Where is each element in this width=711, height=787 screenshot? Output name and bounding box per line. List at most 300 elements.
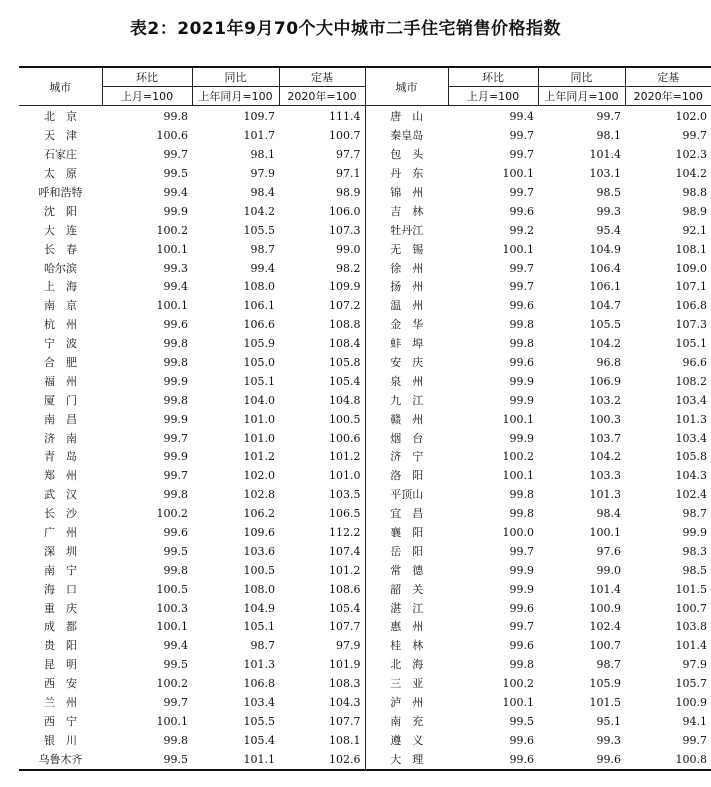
mom-cell: 99.7	[163, 469, 188, 483]
city-cell: 吉 林	[365, 202, 448, 221]
city-cell: 海 口	[44, 582, 77, 596]
base-cell: 98.3	[682, 544, 707, 558]
city-cell: 兰 州	[44, 696, 77, 710]
base-cell: 105.8	[675, 450, 707, 464]
city-cell: 长 春	[44, 242, 77, 256]
base-cell: 105.1	[675, 337, 707, 351]
mom-cell: 99.8	[509, 337, 534, 351]
mom-cell: 100.2	[156, 507, 188, 521]
column-subheader-mom: 上月=100	[448, 87, 538, 106]
mom-cell: 99.6	[509, 299, 534, 313]
table-row	[19, 524, 711, 543]
mom-cell: 100.1	[502, 167, 534, 181]
city-cell: 九 江	[365, 391, 448, 410]
table-row	[19, 372, 711, 391]
city-cell: 襄 阳	[365, 524, 448, 543]
table-row	[19, 731, 711, 750]
mom-cell: 99.9	[163, 204, 188, 218]
mom-cell: 99.5	[509, 714, 534, 728]
base-cell: 100.7	[675, 601, 707, 615]
yoy-cell: 105.9	[243, 337, 275, 351]
table-row	[19, 391, 711, 410]
city-cell: 成 都	[44, 620, 77, 634]
table-row	[19, 637, 711, 656]
city-cell: 广 州	[44, 526, 77, 540]
yoy-cell: 108.0	[243, 280, 275, 294]
yoy-cell: 97.6	[596, 544, 621, 558]
yoy-cell: 108.0	[243, 582, 275, 596]
city-cell: 济 宁	[365, 448, 448, 467]
base-cell: 109.9	[329, 280, 361, 294]
mom-cell: 99.8	[163, 356, 188, 370]
column-header-yoy: 同比	[538, 67, 625, 87]
table-row	[19, 750, 711, 770]
city-cell: 合 肥	[44, 356, 77, 370]
city-cell: 西 宁	[44, 714, 77, 728]
column-subheader-base: 2020年=100	[625, 87, 711, 106]
base-cell: 96.6	[682, 356, 707, 370]
base-cell: 97.7	[336, 148, 361, 162]
city-cell: 郑 州	[44, 469, 77, 483]
mom-cell: 99.8	[163, 488, 188, 502]
yoy-cell: 99.6	[538, 750, 625, 770]
city-cell: 西 安	[44, 677, 77, 691]
city-cell: 惠 州	[365, 618, 448, 637]
column-header-base: 定基	[625, 67, 711, 87]
base-cell: 107.1	[675, 280, 707, 294]
base-cell: 101.2	[329, 450, 361, 464]
column-header-mom: 环比	[102, 67, 192, 87]
yoy-cell: 101.4	[589, 148, 621, 162]
base-cell: 106.0	[329, 204, 361, 218]
mom-cell: 99.8	[163, 733, 188, 747]
base-cell: 101.0	[329, 469, 361, 483]
city-cell: 泉 州	[365, 372, 448, 391]
yoy-cell: 98.4	[596, 507, 621, 521]
mom-cell: 99.6	[163, 318, 188, 332]
city-cell: 沈 阳	[44, 204, 77, 218]
table-row	[19, 599, 711, 618]
yoy-cell: 98.7	[250, 639, 275, 653]
table-row	[19, 561, 711, 580]
yoy-cell: 101.5	[589, 696, 621, 710]
base-cell: 108.4	[329, 337, 361, 351]
mom-cell: 99.8	[509, 318, 534, 332]
yoy-cell: 109.6	[243, 526, 275, 540]
base-cell: 107.7	[329, 714, 361, 728]
base-cell: 102.3	[675, 148, 707, 162]
city-cell: 扬 州	[365, 278, 448, 297]
yoy-cell: 103.2	[589, 393, 621, 407]
base-cell: 108.3	[329, 677, 361, 691]
yoy-cell: 104.9	[243, 601, 275, 615]
yoy-cell: 105.4	[243, 733, 275, 747]
base-cell: 108.1	[675, 242, 707, 256]
yoy-cell: 98.5	[596, 186, 621, 199]
yoy-cell: 106.6	[243, 318, 275, 332]
base-cell: 100.8	[625, 750, 711, 770]
city-cell: 三 亚	[365, 675, 448, 694]
mom-cell: 99.7	[509, 186, 534, 199]
city-cell: 福 州	[44, 374, 77, 388]
base-cell: 105.8	[329, 356, 361, 370]
mom-cell: 99.6	[163, 526, 188, 540]
yoy-cell: 109.7	[243, 110, 275, 124]
yoy-cell: 98.4	[250, 186, 275, 199]
mom-cell: 99.2	[509, 223, 534, 237]
mom-cell: 99.3	[163, 261, 188, 275]
yoy-cell: 100.7	[589, 639, 621, 653]
yoy-cell: 99.7	[596, 110, 621, 124]
base-cell: 104.3	[675, 469, 707, 483]
mom-cell: 99.6	[509, 204, 534, 218]
mom-cell: 99.7	[163, 431, 188, 445]
city-cell: 金 华	[365, 316, 448, 335]
mom-cell: 100.1	[156, 299, 188, 313]
mom-cell: 99.5	[163, 167, 188, 181]
city-cell: 大 理	[365, 750, 448, 770]
yoy-cell: 104.7	[589, 299, 621, 313]
base-cell: 105.4	[329, 601, 361, 615]
mom-cell: 100.2	[156, 677, 188, 691]
mom-cell: 99.9	[163, 450, 188, 464]
yoy-cell: 103.6	[243, 544, 275, 558]
yoy-cell: 105.0	[243, 356, 275, 370]
city-cell: 南 昌	[44, 412, 77, 426]
city-cell: 南 京	[44, 299, 77, 313]
city-cell: 武 汉	[44, 488, 77, 502]
table-row	[19, 146, 711, 165]
mom-cell: 99.8	[163, 110, 188, 124]
city-cell: 湛 江	[365, 599, 448, 618]
mom-cell: 100.2	[156, 223, 188, 237]
mom-cell: 99.9	[163, 412, 188, 426]
yoy-cell: 101.4	[589, 582, 621, 596]
table-row	[19, 354, 711, 373]
mom-cell: 100.3	[156, 601, 188, 615]
city-cell: 杭 州	[44, 318, 77, 332]
city-cell: 上 海	[44, 280, 77, 294]
base-cell: 97.9	[336, 639, 361, 653]
mom-cell: 99.8	[509, 488, 534, 502]
city-cell: 深 圳	[44, 544, 77, 558]
yoy-cell: 104.2	[589, 337, 621, 351]
table-row	[19, 486, 711, 505]
table-row	[19, 259, 711, 278]
base-cell: 107.7	[329, 620, 361, 634]
mom-cell: 99.8	[163, 563, 188, 577]
base-cell: 103.8	[675, 620, 707, 634]
city-cell: 温 州	[365, 297, 448, 316]
base-cell: 108.2	[675, 374, 707, 388]
base-cell: 98.7	[682, 507, 707, 521]
base-cell: 104.8	[329, 393, 361, 407]
mom-cell: 99.9	[509, 563, 534, 577]
mom-cell: 99.4	[163, 186, 188, 199]
yoy-cell: 99.3	[596, 204, 621, 218]
city-cell: 大 连	[44, 223, 77, 237]
city-cell: 秦皇岛	[365, 127, 448, 146]
price-index-table	[19, 66, 711, 771]
yoy-cell: 106.9	[589, 374, 621, 388]
table-row	[19, 410, 711, 429]
base-cell: 101.2	[329, 563, 361, 577]
mom-cell: 99.9	[509, 431, 534, 445]
city-cell: 南 宁	[44, 563, 77, 577]
city-cell: 呼和浩特	[38, 186, 83, 199]
base-cell: 109.0	[675, 261, 707, 275]
mom-cell: 99.6	[509, 601, 534, 615]
yoy-cell: 105.1	[243, 620, 275, 634]
yoy-cell: 99.3	[596, 733, 621, 747]
mom-cell: 99.8	[163, 393, 188, 407]
mom-cell: 99.7	[509, 280, 534, 294]
city-cell: 岳 阳	[365, 542, 448, 561]
base-cell: 98.5	[682, 563, 707, 577]
table-row	[19, 184, 711, 203]
table-row	[19, 297, 711, 316]
yoy-cell: 102.0	[243, 469, 275, 483]
yoy-cell: 100.9	[589, 601, 621, 615]
yoy-cell: 101.3	[589, 488, 621, 502]
mom-cell: 100.0	[502, 526, 534, 540]
column-header-city: 城市	[19, 67, 102, 106]
mom-cell: 99.6	[448, 750, 538, 770]
mom-cell: 100.2	[502, 677, 534, 691]
yoy-cell: 105.5	[589, 318, 621, 332]
yoy-cell: 104.0	[243, 393, 275, 407]
table-row	[19, 429, 711, 448]
base-cell: 103.4	[675, 393, 707, 407]
city-cell: 重 庆	[44, 601, 77, 615]
yoy-cell: 102.8	[243, 488, 275, 502]
mom-cell: 99.8	[509, 507, 534, 521]
yoy-cell: 97.9	[250, 167, 275, 181]
city-cell: 徐 州	[365, 259, 448, 278]
yoy-cell: 95.1	[596, 714, 621, 728]
city-cell: 宜 昌	[365, 505, 448, 524]
mom-cell: 99.9	[163, 374, 188, 388]
table-row	[19, 580, 711, 599]
yoy-cell: 105.5	[243, 714, 275, 728]
table-row	[19, 202, 711, 221]
mom-cell: 99.7	[509, 148, 534, 162]
yoy-cell: 99.0	[596, 563, 621, 577]
base-cell: 107.3	[675, 318, 707, 332]
base-cell: 100.6	[329, 431, 361, 445]
yoy-cell: 98.7	[250, 242, 275, 256]
mom-cell: 100.1	[502, 242, 534, 256]
yoy-cell: 98.1	[596, 129, 621, 143]
table-row	[19, 106, 711, 127]
city-cell: 无 锡	[365, 240, 448, 259]
yoy-cell: 106.8	[243, 677, 275, 691]
yoy-cell: 104.9	[589, 242, 621, 256]
yoy-cell: 101.3	[243, 658, 275, 672]
column-header-mom: 环比	[448, 67, 538, 87]
base-cell: 102.0	[675, 110, 707, 124]
base-cell: 112.2	[329, 526, 361, 540]
column-subheader-base: 2020年=100	[279, 87, 365, 106]
table-row	[19, 656, 711, 675]
base-cell: 101.9	[329, 658, 361, 672]
mom-cell: 99.7	[163, 148, 188, 162]
yoy-cell: 103.4	[243, 696, 275, 710]
table-body	[19, 106, 711, 771]
mom-cell: 99.8	[163, 337, 188, 351]
table-row	[19, 316, 711, 335]
base-cell: 102.4	[675, 488, 707, 502]
yoy-cell: 105.5	[243, 223, 275, 237]
city-cell: 北 海	[365, 656, 448, 675]
base-cell: 108.8	[329, 318, 361, 332]
mom-cell: 99.9	[509, 582, 534, 596]
mom-cell: 100.2	[502, 450, 534, 464]
column-subheader-yoy: 上年同月=100	[192, 87, 279, 106]
table-row	[19, 694, 711, 713]
city-cell: 丹 东	[365, 165, 448, 184]
table-row	[19, 542, 711, 561]
mom-cell: 99.7	[509, 129, 534, 143]
mom-cell: 99.4	[163, 639, 188, 653]
table-row	[19, 278, 711, 297]
yoy-cell: 101.0	[243, 431, 275, 445]
column-subheader-mom: 上月=100	[102, 87, 192, 106]
city-cell: 锦 州	[365, 184, 448, 203]
base-cell: 99.7	[682, 129, 707, 143]
mom-cell: 100.1	[156, 714, 188, 728]
yoy-cell: 101.7	[243, 129, 275, 143]
base-cell: 101.3	[675, 412, 707, 426]
city-cell: 南 充	[365, 713, 448, 732]
yoy-cell: 95.4	[596, 223, 621, 237]
city-cell: 蚌 埠	[365, 335, 448, 354]
city-cell: 太 原	[44, 167, 77, 181]
city-cell: 桂 林	[365, 637, 448, 656]
city-cell: 长 沙	[44, 507, 77, 521]
base-cell: 97.9	[682, 658, 707, 672]
city-cell: 泸 州	[365, 694, 448, 713]
base-cell: 98.9	[682, 204, 707, 218]
city-cell: 遵 义	[365, 731, 448, 750]
yoy-cell: 105.9	[589, 677, 621, 691]
base-cell: 104.3	[329, 696, 361, 710]
mom-cell: 99.4	[163, 280, 188, 294]
table-row	[19, 240, 711, 259]
base-cell: 104.2	[675, 167, 707, 181]
yoy-cell: 102.4	[589, 620, 621, 634]
base-cell: 105.4	[329, 374, 361, 388]
yoy-cell: 104.2	[243, 204, 275, 218]
table-row	[19, 127, 711, 146]
base-cell: 102.6	[279, 750, 365, 770]
yoy-cell: 103.7	[589, 431, 621, 445]
base-cell: 105.7	[675, 677, 707, 691]
city-cell: 天 津	[44, 129, 77, 143]
base-cell: 101.5	[675, 582, 707, 596]
mom-cell: 99.7	[509, 620, 534, 634]
table-row	[19, 618, 711, 637]
mom-cell: 99.9	[509, 393, 534, 407]
city-cell: 乌鲁木齐	[19, 750, 102, 770]
yoy-cell: 106.1	[589, 280, 621, 294]
column-subheader-yoy: 上年同月=100	[538, 87, 625, 106]
base-cell: 99.7	[682, 733, 707, 747]
city-cell: 昆 明	[44, 658, 77, 672]
mom-cell: 99.7	[509, 544, 534, 558]
column-header-city: 城市	[365, 67, 448, 106]
base-cell: 111.4	[329, 110, 361, 124]
table-row	[19, 448, 711, 467]
mom-cell: 99.8	[509, 658, 534, 672]
mom-cell: 99.6	[509, 639, 534, 653]
mom-cell: 100.1	[502, 412, 534, 426]
base-cell: 107.4	[329, 544, 361, 558]
table-row	[19, 335, 711, 354]
city-cell: 唐 山	[365, 106, 448, 127]
city-cell: 洛 阳	[365, 467, 448, 486]
city-cell: 宁 波	[44, 337, 77, 351]
mom-cell: 99.7	[163, 696, 188, 710]
base-cell: 98.2	[336, 261, 361, 275]
yoy-cell: 106.4	[589, 261, 621, 275]
base-cell: 99.0	[336, 242, 361, 256]
yoy-cell: 101.0	[243, 412, 275, 426]
base-cell: 108.1	[329, 733, 361, 747]
yoy-cell: 98.1	[250, 148, 275, 162]
city-cell: 北 京	[44, 110, 77, 124]
yoy-cell: 100.1	[589, 526, 621, 540]
base-cell: 103.5	[329, 488, 361, 502]
mom-cell: 99.7	[509, 261, 534, 275]
table-row	[19, 713, 711, 732]
city-cell: 石家庄	[44, 148, 77, 162]
mom-cell: 99.9	[509, 374, 534, 388]
base-cell: 103.4	[675, 431, 707, 445]
base-cell: 98.9	[336, 186, 361, 199]
mom-cell: 100.5	[156, 582, 188, 596]
city-cell: 济 南	[44, 431, 77, 445]
city-cell: 赣 州	[365, 410, 448, 429]
yoy-cell: 103.3	[589, 469, 621, 483]
mom-cell: 99.6	[509, 733, 534, 747]
city-cell: 常 德	[365, 561, 448, 580]
table-row	[19, 467, 711, 486]
base-cell: 107.2	[329, 299, 361, 313]
mom-cell: 99.6	[509, 356, 534, 370]
yoy-cell: 100.5	[243, 563, 275, 577]
city-cell: 包 头	[365, 146, 448, 165]
base-cell: 98.8	[682, 186, 707, 199]
yoy-cell: 98.7	[596, 658, 621, 672]
table-row	[19, 165, 711, 184]
mom-cell: 99.5	[102, 750, 192, 770]
base-cell: 97.1	[336, 167, 361, 181]
base-cell: 108.6	[329, 582, 361, 596]
yoy-cell: 99.4	[250, 261, 275, 275]
yoy-cell: 103.1	[589, 167, 621, 181]
city-cell: 韶 关	[365, 580, 448, 599]
base-cell: 106.5	[329, 507, 361, 521]
city-cell: 厦 门	[44, 393, 77, 407]
mom-cell: 100.6	[156, 129, 188, 143]
city-cell: 银 川	[44, 733, 77, 747]
yoy-cell: 105.1	[243, 374, 275, 388]
base-cell: 100.5	[329, 412, 361, 426]
table-title: 表2：2021年9月70个大中城市二手住宅销售价格指数	[129, 19, 562, 39]
yoy-cell: 106.2	[243, 507, 275, 521]
mom-cell: 100.1	[502, 696, 534, 710]
